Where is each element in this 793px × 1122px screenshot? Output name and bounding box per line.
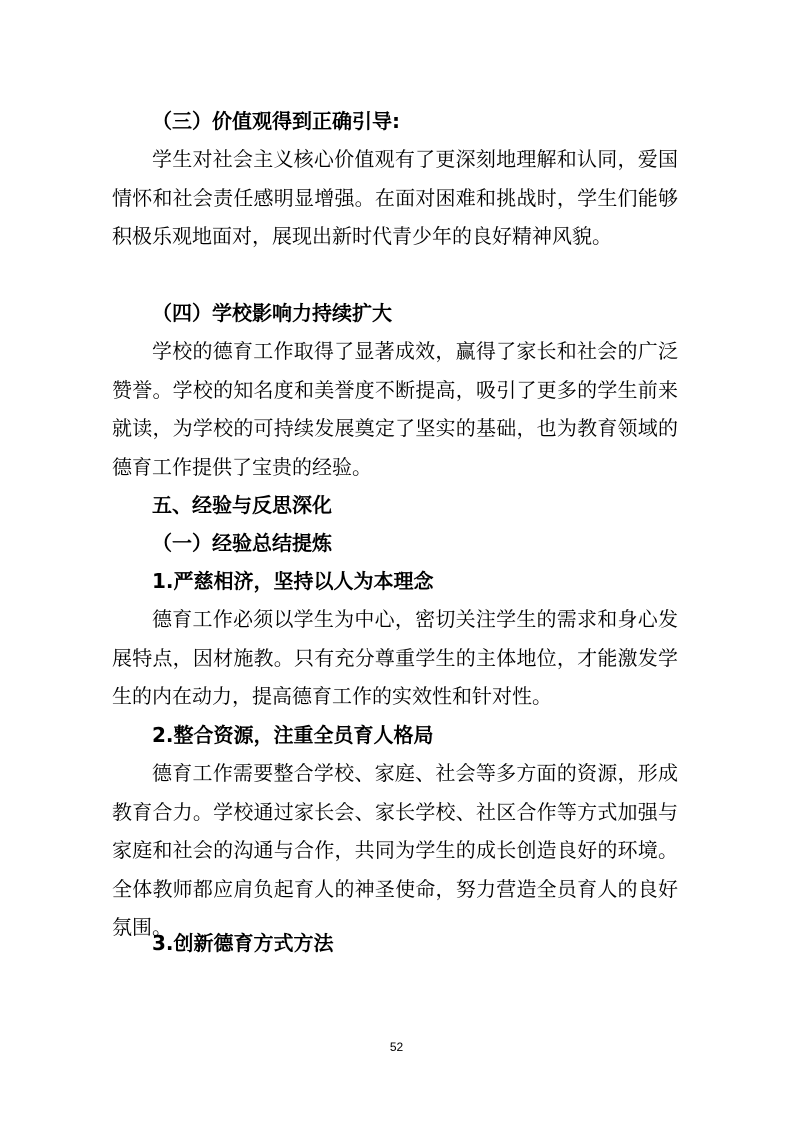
subsection-heading-experience-summary: （一）经验总结提炼 [152,531,332,555]
paragraph-people-oriented: 德育工作必须以学生为中心，密切关注学生的需求和身心发展特点，因材施教。只有充分尊重学生的主体地位，才能激发学生的内在动力，提高德育工作的实效性和针对性。 [112,607,678,708]
item-heading-integrate-resources: 2.整合资源，注重全员育人格局 [152,723,434,747]
chapter-heading-experience-reflection: 五、经验与反思深化 [152,493,332,517]
item-heading-innovate-methods: 3.创新德育方式方法 [152,931,334,955]
section-heading-values-guidance: （三）价值观得到正确引导: [152,109,400,133]
paragraph-integrate-resources: 德育工作需要整合学校、家庭、社会等多方面的资源，形成教育合力。学校通过家长会、家长学校、社区合作等方式加强与家庭和社会的沟通与合作，共同为学生的成长创造良好的环境。全体教师都应肩负起育人的神圣使命，努力营造全员育人的良好氛围。 [112,761,678,939]
item-heading-people-oriented: 1.严慈相济，坚持以人为本理念 [152,569,434,593]
section-heading-school-influence: （四）学校影响力持续扩大 [152,301,392,325]
paragraph-school-influence: 学校的德育工作取得了显著成效，赢得了家长和社会的广泛赞誉。学校的知名度和美誉度不断提高，吸引了更多的学生前来就读，为学校的可持续发展奠定了坚实的基础，也为教育领域的德育工作提供了宝贵的经验。 [112,339,678,479]
paragraph-values-guidance: 学生对社会主义核心价值观有了更深刻地理解和认同，爱国情怀和社会责任感明显增强。在面对困难和挑战时，学生们能够积极乐观地面对，展现出新时代青少年的良好精神风貌。 [112,147,678,248]
page-number: 52 [389,1040,404,1054]
